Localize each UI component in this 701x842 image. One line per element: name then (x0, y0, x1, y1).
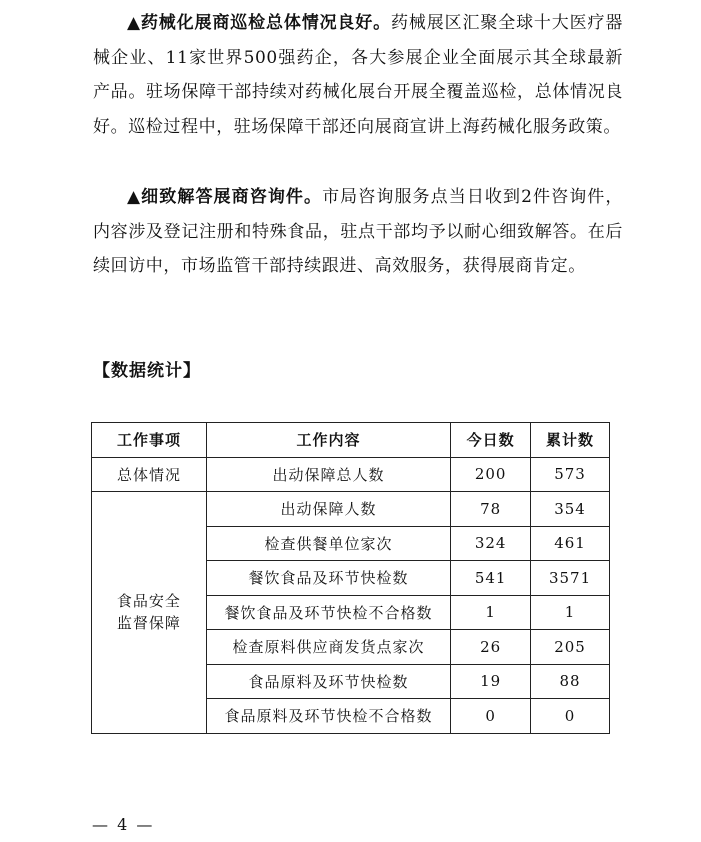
row-total: 88 (531, 664, 610, 699)
paragraph-lead: ▲细致解答展商咨询件。 (127, 187, 323, 207)
page-number: — 4 — (92, 815, 155, 834)
row-today: 200 (451, 457, 531, 492)
row-content: 检查原料供应商发货点家次 (206, 630, 450, 665)
section-title: 【数据统计】 (93, 361, 201, 381)
group-label-text: 食品安全监督保障 (116, 592, 181, 633)
row-total: 461 (531, 526, 610, 561)
group-label (92, 492, 207, 734)
header-work-item: 工作事项 (92, 423, 207, 458)
row-content: 餐饮食品及环节快检不合格数 (206, 595, 450, 630)
row-today: 1 (451, 595, 531, 630)
header-work-content: 工作内容 (206, 423, 450, 458)
row-content: 检查供餐单位家次 (206, 526, 450, 561)
row-total: 205 (531, 630, 610, 665)
row-total: 1 (531, 595, 610, 630)
row-today: 26 (451, 630, 531, 665)
statistics-table (91, 422, 610, 734)
row-today: 324 (451, 526, 531, 561)
row-total: 573 (531, 457, 610, 492)
row-total: 3571 (531, 561, 610, 596)
paragraph-body: 市局咨询服务点当日收到2件咨询件，内容涉及登记注册和特殊食品，驻点干部均予以耐心细致解答。在后续回访中，市场监管干部持续跟进、高效服务，获得展商肯定。 (93, 187, 623, 276)
row-total: 354 (531, 492, 610, 527)
header-cumulative-count: 累计数 (531, 423, 610, 458)
paragraph-drug-inspection (93, 6, 623, 144)
header-today-count: 今日数 (451, 423, 531, 458)
row-content: 出动保障人数 (206, 492, 450, 527)
table-row (92, 492, 610, 527)
row-today: 541 (451, 561, 531, 596)
row-content: 食品原料及环节快检不合格数 (206, 699, 450, 734)
row-today: 19 (451, 664, 531, 699)
table-header-row (92, 423, 610, 458)
row-today: 78 (451, 492, 531, 527)
row-today: 0 (451, 699, 531, 734)
paragraph-consultation (93, 180, 623, 284)
paragraph-lead: ▲药械化展商巡检总体情况良好。 (127, 13, 392, 33)
table-row (92, 457, 610, 492)
paragraph-body: 药械展区汇聚全球十大医疗器械企业、11家世界500强药企，各大参展企业全面展示其全球最新产品。驻场保障干部持续对药械化展台开展全覆盖巡检，总体情况良好。巡检过程中，驻场保障干部还向展商宣讲上海药械化服务政策。 (93, 13, 623, 137)
row-content: 餐饮食品及环节快检数 (206, 561, 450, 596)
row-content: 出动保障总人数 (206, 457, 450, 492)
group-label: 总体情况 (92, 457, 207, 492)
row-content: 食品原料及环节快检数 (206, 664, 450, 699)
row-total: 0 (531, 699, 610, 734)
